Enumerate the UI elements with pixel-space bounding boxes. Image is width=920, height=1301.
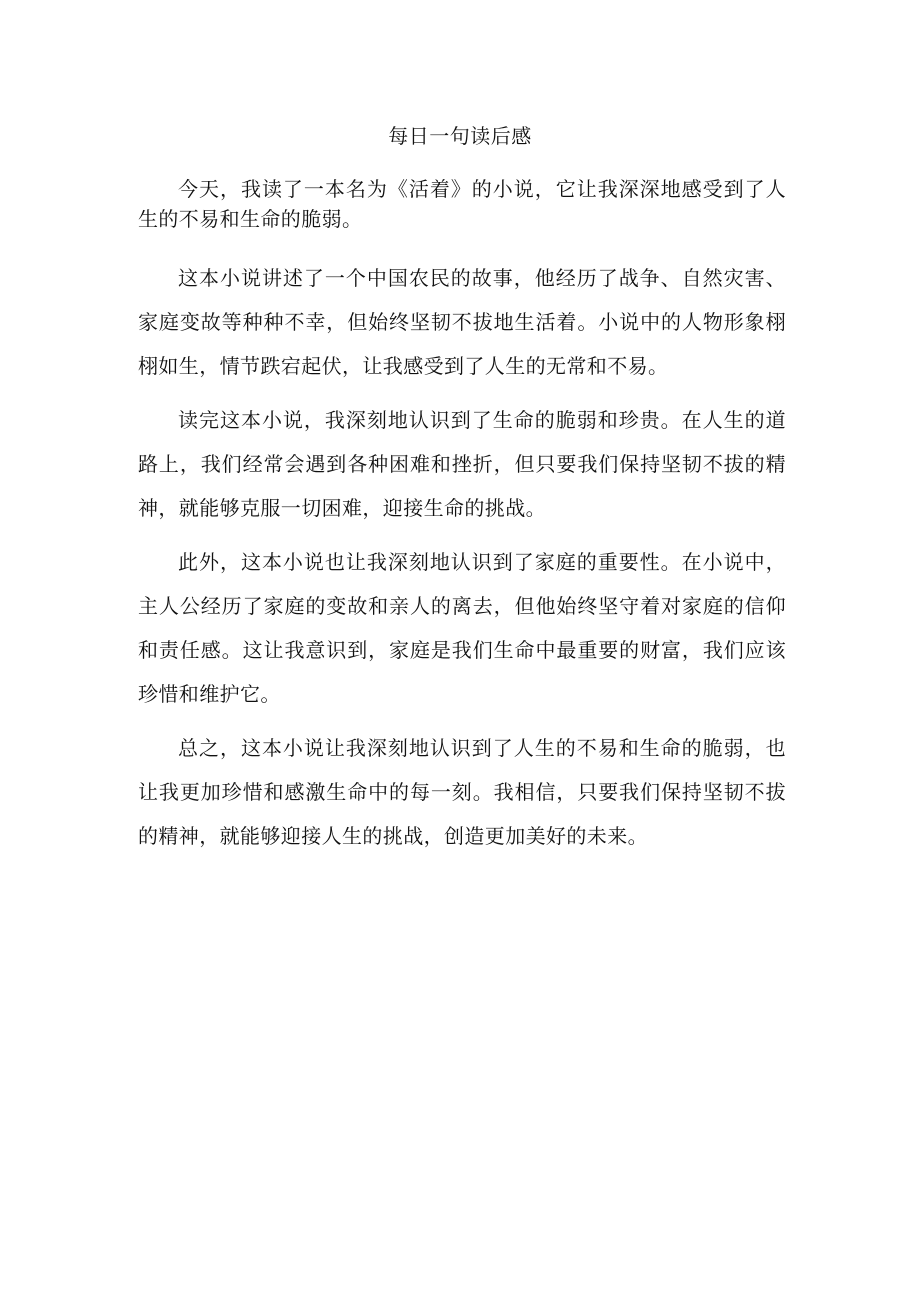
document-title: 每日一句读后感 [388, 124, 532, 148]
document-body [138, 174, 786, 868]
paragraph-2: 这本小说讲述了一个中国农民的故事，他经历了战争、自然灾害、家庭变故等种种不幸，但始终坚韧不拔地生活着。小说中的人物形象栩栩如生，情节跌宕起伏，让我感受到了人生的无常和不易。 [138, 266, 786, 378]
paragraph-5: 总之，这本小说让我深刻地认识到了人生的不易和生命的脆弱，也让我更加珍惜和感激生命中的每一刻。我相信，只要我们保持坚韧不拔的精神，就能够迎接人生的挑战，创造更加美好的未来。 [138, 736, 786, 848]
paragraph-1: 今天，我读了一本名为《活着》的小说，它让我深深地感受到了人生的不易和生命的脆弱。 [138, 177, 786, 231]
paragraph-4: 此外，这本小说也让我深刻地认识到了家庭的重要性。在小说中，主人公经历了家庭的变故和亲人的离去，但他始终坚守着对家庭的信仰和责任感。这让我意识到，家庭是我们生命中最重要的财富，我们应该珍惜和维护它。 [138, 550, 786, 706]
paragraph-3: 读完这本小说，我深刻地认识到了生命的脆弱和珍贵。在人生的道路上，我们经常会遇到各种困难和挫折，但只要我们保持坚韧不拔的精神，就能够克服一切困难，迎接生命的挑战。 [138, 408, 786, 520]
